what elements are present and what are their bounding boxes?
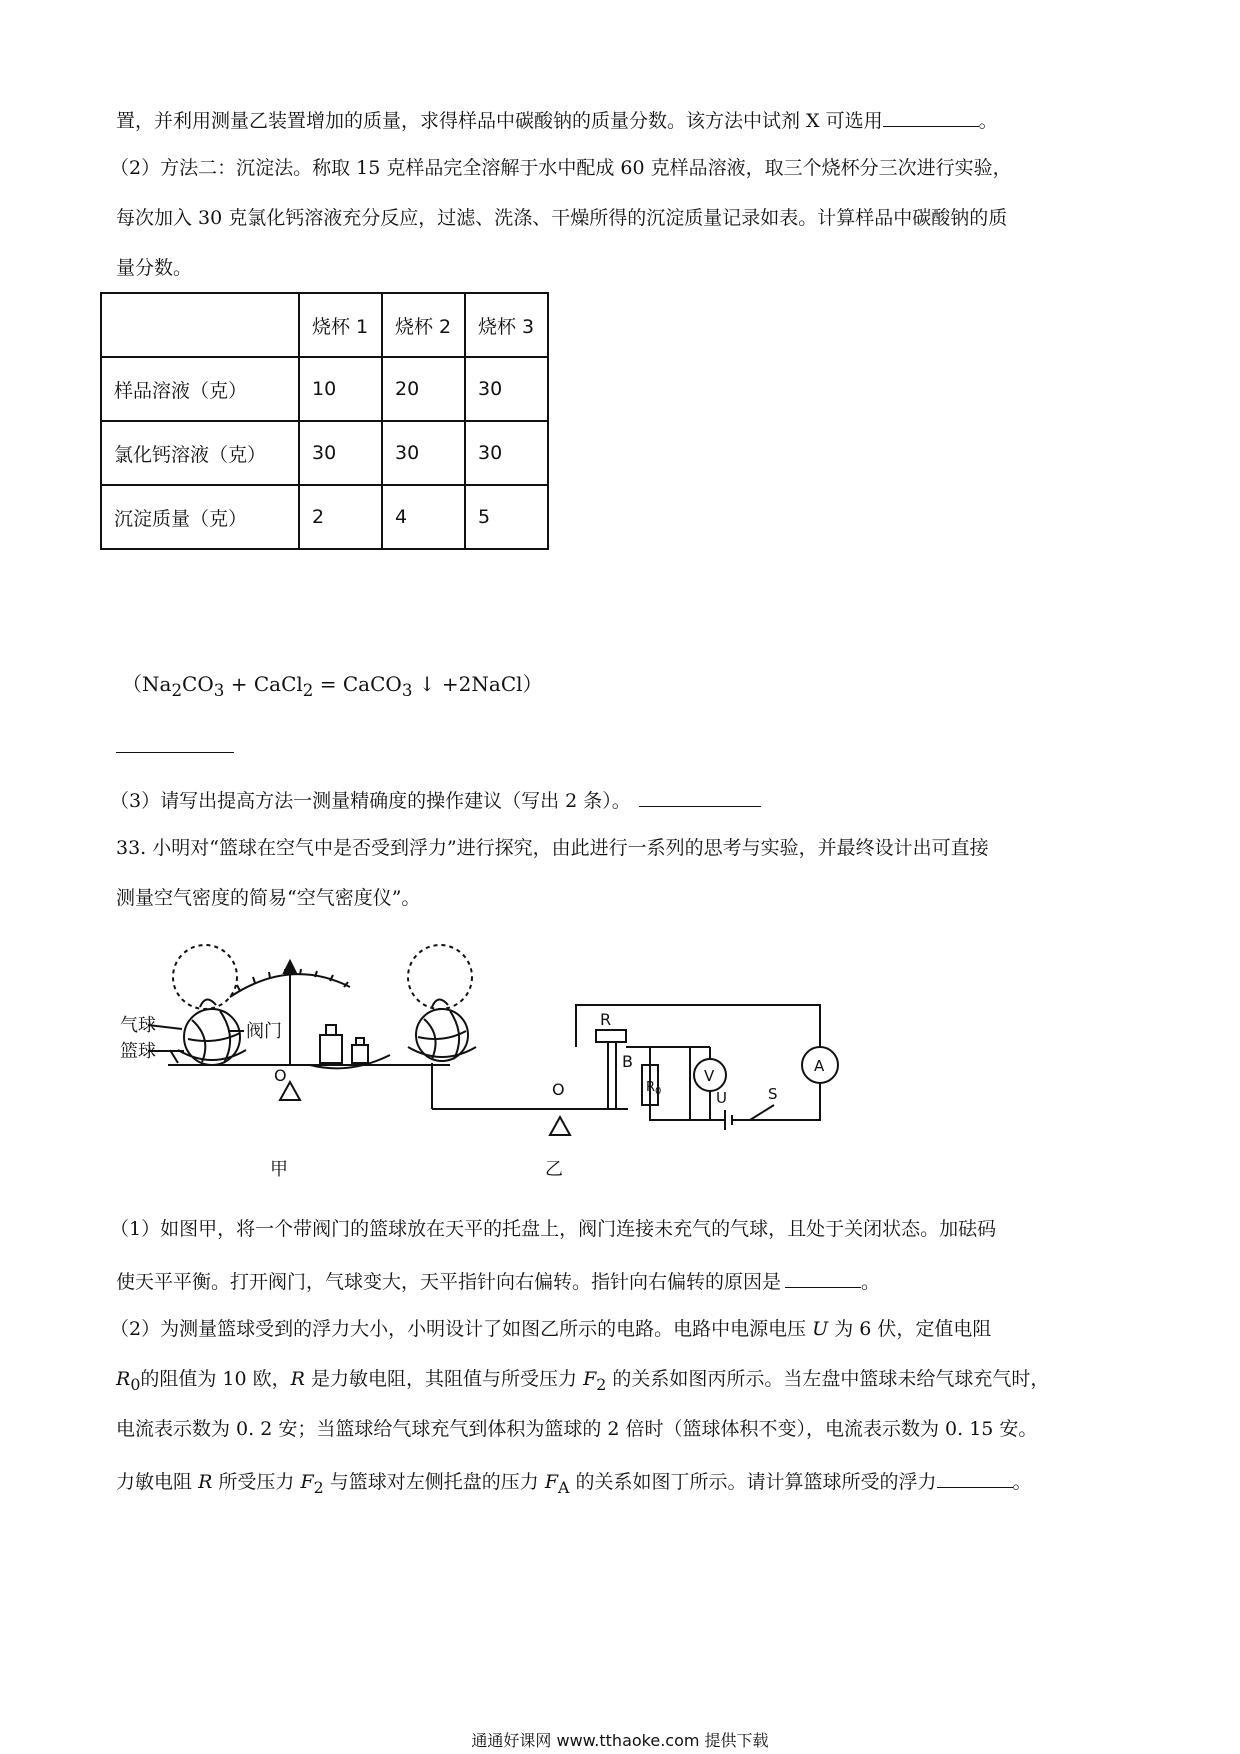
answer-blank-x[interactable] (883, 104, 979, 127)
text-line-p2-r0: $R_0$的阻值为 10 欧，R 是力敏电阻，其阻值与所受压力 $F_2$ 的关系如图丙所示。当左盘中篮球未给气球充气时， (116, 1368, 1050, 1394)
text-line-q3: （3）请写出提高方法一测量精确度的操作建议（写出 2 条）。 (110, 784, 1130, 815)
table-row (101, 421, 548, 485)
circuit-wire-top (576, 1005, 820, 1047)
caption-yi: 乙 (545, 1159, 563, 1180)
precipitation-table (100, 292, 549, 550)
table-cell: 30 (465, 421, 548, 485)
label-v: V (704, 1067, 715, 1085)
answer-blank-q3[interactable] (639, 784, 761, 807)
force-sensitive-resistor (596, 1030, 626, 1042)
text-line-q33-cont: 测量空气密度的简易“空气密度仪”。 (116, 887, 421, 909)
answer-blank-p1[interactable] (785, 1265, 861, 1288)
table-cell: 20 (382, 357, 465, 421)
table-cell: 烧杯 3 (465, 293, 548, 357)
label-r0: $R_0$ (646, 1080, 662, 1097)
table-cell: 烧杯 2 (382, 293, 465, 357)
table-cell: 烧杯 1 (299, 293, 382, 357)
table-cell: 沉淀质量（克） (101, 485, 299, 549)
weight-small (352, 1045, 368, 1063)
text-line-1: 置，并利用测量乙装置增加的质量，求得样品中碳酸钠的质量分数。该方法中试剂 X 可选用 。 (116, 104, 1136, 135)
table-cell: 30 (465, 357, 548, 421)
text-line-p1-cont: 使天平平衡。打开阀门，气球变大，天平指针向右偏转。指针向右偏转的原因是 。 (116, 1265, 1136, 1296)
switch (750, 1105, 774, 1120)
label-a: A (814, 1057, 825, 1075)
label-s: S (768, 1085, 778, 1103)
table-cell: 4 (382, 485, 465, 549)
page-footer: 通通好课网 www.tthaoke.com 提供下载 (471, 1731, 769, 1750)
table-cell (101, 293, 299, 357)
fulcrum-right (550, 1117, 570, 1135)
text-line-p2: （2）为测量篮球受到的浮力大小，小明设计了如图乙所示的电路。电路中电源电压 U 为 6 伏，定值电阻 (110, 1318, 992, 1340)
label-b: B (622, 1052, 633, 1071)
table-cell: 30 (299, 421, 382, 485)
table-cell: 氯化钙溶液（克） (101, 421, 299, 485)
label-balloon: 气球 (120, 1015, 156, 1036)
table-cell: 10 (299, 357, 382, 421)
answer-blank-q2[interactable] (116, 752, 234, 753)
balloon-deflated (200, 999, 216, 1007)
label-o-left: O (274, 1066, 287, 1085)
text-line-method2-cont: 每次加入 30 克氯化钙溶液充分反应，过滤、洗涤、干燥所得的沉淀质量记录如表。计算样品中碳酸钠的质 (116, 207, 1008, 229)
table-row (101, 357, 548, 421)
table-cell: 2 (299, 485, 382, 549)
table-header-row (101, 293, 548, 357)
caption-jia: 甲 (270, 1159, 288, 1180)
label-r: R (600, 1010, 612, 1029)
text-line-method2: （2）方法二：沉淀法。称取 15 克样品完全溶解于水中配成 60 克样品溶液，取三个烧杯分三次进行实验， (110, 157, 1012, 179)
label-valve: 阀门 (246, 1021, 282, 1042)
table-cell: 30 (382, 421, 465, 485)
chemical-equation: （$Na_2CO_3$ + CaCl$_2$ = CaCO$_3$ ↓ +2NaCl） (122, 672, 543, 700)
text-line-p1: （1）如图甲，将一个带阀门的篮球放在天平的托盘上，阀门连接未充气的气球，且处于关闭状态。加砝码 (110, 1218, 997, 1240)
balance-circuit-figure (120, 935, 980, 1185)
label-o-right: O (552, 1080, 565, 1099)
table-row (101, 485, 548, 549)
table-cell: 样品溶液（克） (101, 357, 299, 421)
answer-blank-p2[interactable] (937, 1465, 1013, 1488)
weight-large (320, 1035, 342, 1063)
text-line-q33: 33. 小明对“篮球在空气中是否受到浮力”进行探究，由此进行一系列的思考与实验，并最终设计出可直接 (116, 837, 989, 859)
text-line-method2-end: 量分数。 (116, 257, 193, 279)
text-line-p2-force: 力敏电阻 R 所受压力 $F_2$ 与篮球对左侧托盘的压力 $F_A$ 的关系如图丁所示。请计算篮球所受的浮力 。 (116, 1465, 1136, 1502)
label-u: U (716, 1089, 727, 1107)
text-line-p2-current: 电流表示数为 0. 2 安；当篮球给气球充气到体积为篮球的 2 倍时（篮球体积不变），电流表示数为 0. 15 安。 (116, 1418, 1038, 1440)
table-cell: 5 (465, 485, 548, 549)
label-basketball: 篮球 (120, 1041, 156, 1062)
